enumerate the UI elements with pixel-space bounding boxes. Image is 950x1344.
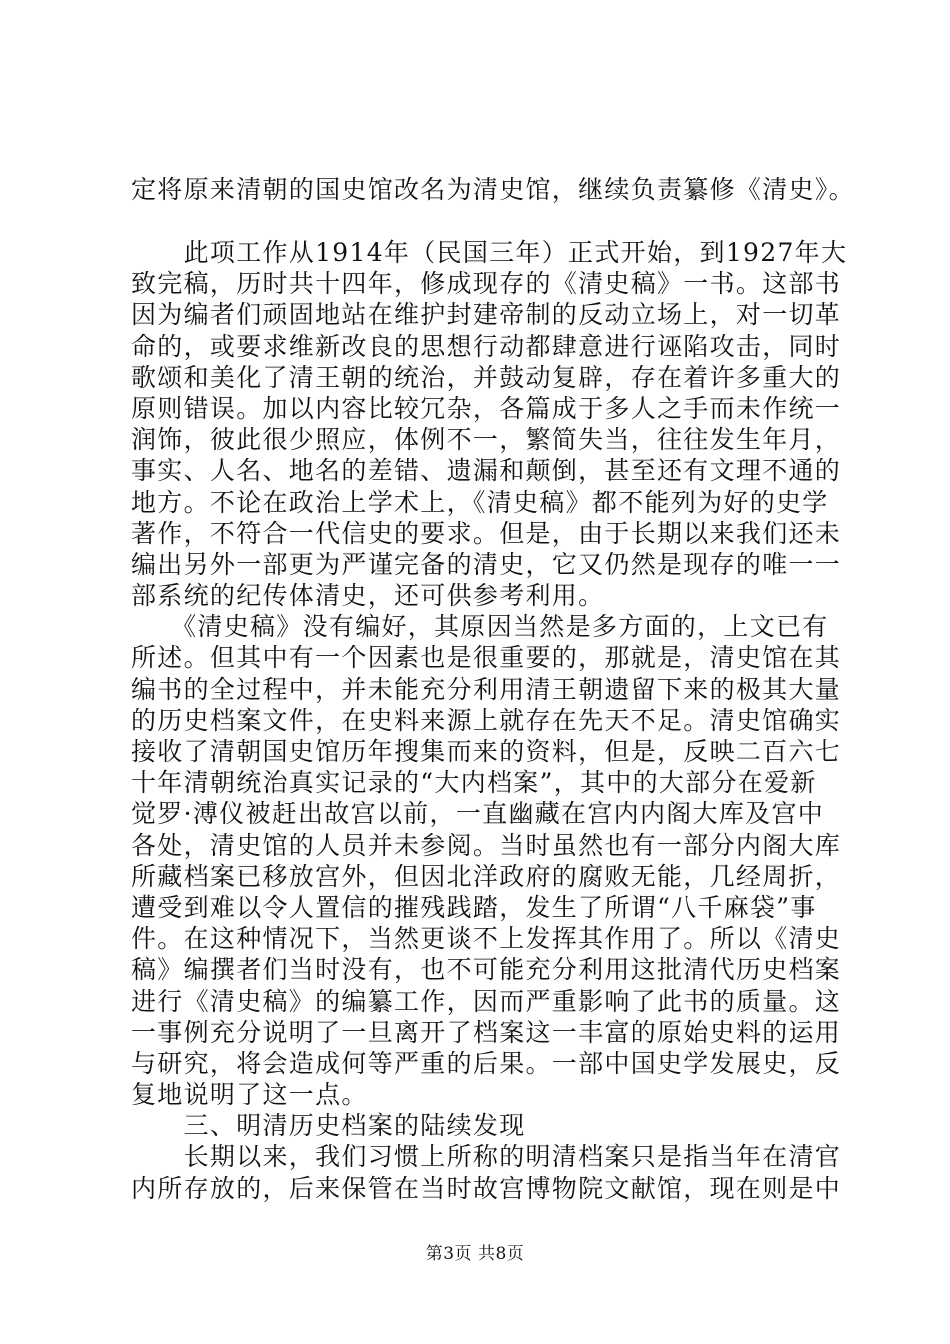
text-line: 编出另外一部更为严谨完备的清史，它又仍然是现存的唯一一 <box>131 549 842 579</box>
section-heading: 三、明清历史档案的陆续发现 <box>131 1111 526 1141</box>
text-line: 进行《清史稿》的编纂工作，因而严重影响了此书的质量。这 <box>131 986 842 1016</box>
text-line: 内所存放的，后来保管在当时故宫博物院文献馆，现在则是中 <box>131 1173 842 1203</box>
opening-line <box>131 174 855 205</box>
text-line: 遭受到难以令人置信的摧残践踏，发生了所谓“八千麻袋”事 <box>131 892 817 922</box>
text-line: 命的，或要求维新改良的思想行动都肆意进行诬陷攻击，同时 <box>131 331 842 361</box>
text-line: 此项工作从1914年（民国三年）正式开始，到1927年大 <box>131 238 848 267</box>
text-line: 定将原来清朝的国史馆改名为清史馆，继续负责纂修《清史》。 <box>131 175 855 204</box>
page-footer <box>0 1243 950 1265</box>
text-line: 稿》编撰者们当时没有，也不可能充分利用这批清代历史档案 <box>131 955 842 985</box>
text-line: 《清史稿》没有编好，其原因当然是多方面的，上文已有 <box>131 612 829 642</box>
text-line: 的历史档案文件，在史料来源上就存在先天不足。清史馆确实 <box>131 705 842 735</box>
text-line: 致完稿，历时共十四年，修成现存的《清史稿》一书。这部书 <box>131 269 842 299</box>
text-line: 地方。不论在政治上学术上，《清史稿》都不能列为好的史学 <box>131 487 829 517</box>
text-line: 编书的全过程中，并未能充分利用清王朝遗留下来的极其大量 <box>131 674 842 704</box>
text-line: 一事例充分说明了一旦离开了档案这一丰富的原始史料的运用 <box>131 1017 842 1047</box>
text-line: 事实、人名、地名的差错、遗漏和颠倒，甚至还有文理不通的 <box>131 456 842 486</box>
text-line: 各处，清史馆的人员并未参阅。当时虽然也有一部分内阁大库 <box>131 830 842 860</box>
text-line: 部系统的纪传体清史，还可供参考利用。 <box>131 581 605 611</box>
text-line: 著作，不符合一代信史的要求。但是，由于长期以来我们还未 <box>131 518 842 548</box>
text-line: 所藏档案已移放宫外，但因北洋政府的腐败无能，几经周折， <box>131 861 842 891</box>
body-text <box>131 237 848 1204</box>
text-line: 歌颂和美化了清王朝的统治，并鼓动复辟，存在着许多重大的 <box>131 362 842 392</box>
text-line: 所述。但其中有一个因素也是很重要的，那就是，清史馆在其 <box>131 643 842 673</box>
page-number-label: 第3页 共8页 <box>425 1244 525 1264</box>
text-line: 长期以来，我们习惯上所称的明清档案只是指当年在清官 <box>131 1142 842 1172</box>
text-line: 原则错误。加以内容比较冗杂，各篇成于多人之手而未作统一 <box>131 393 842 423</box>
text-line: 件。在这种情况下，当然更谈不上发挥其作用了。所以《清史 <box>131 924 842 954</box>
text-line: 十年清朝统治真实记录的“大内档案”，其中的大部分在爱新 <box>131 768 817 798</box>
text-line: 润饰，彼此很少照应，体例不一，繁简失当，往往发生年月， <box>131 425 842 455</box>
text-line: 接收了清朝国史馆历年搜集而来的资料，但是，反映二百六七 <box>131 737 842 766</box>
text-line: 觉罗·溥仪被赶出故宫以前，一直幽藏在宫内内阁大库及宫中 <box>131 799 825 829</box>
text-line: 因为编者们顽固地站在维护封建帝制的反动立场上，对一切革 <box>131 300 842 330</box>
text-line: 复地说明了这一点。 <box>131 1080 368 1110</box>
text-line: 与研究，将会造成何等严重的后果。一部中国史学发展史，反 <box>131 1048 842 1078</box>
